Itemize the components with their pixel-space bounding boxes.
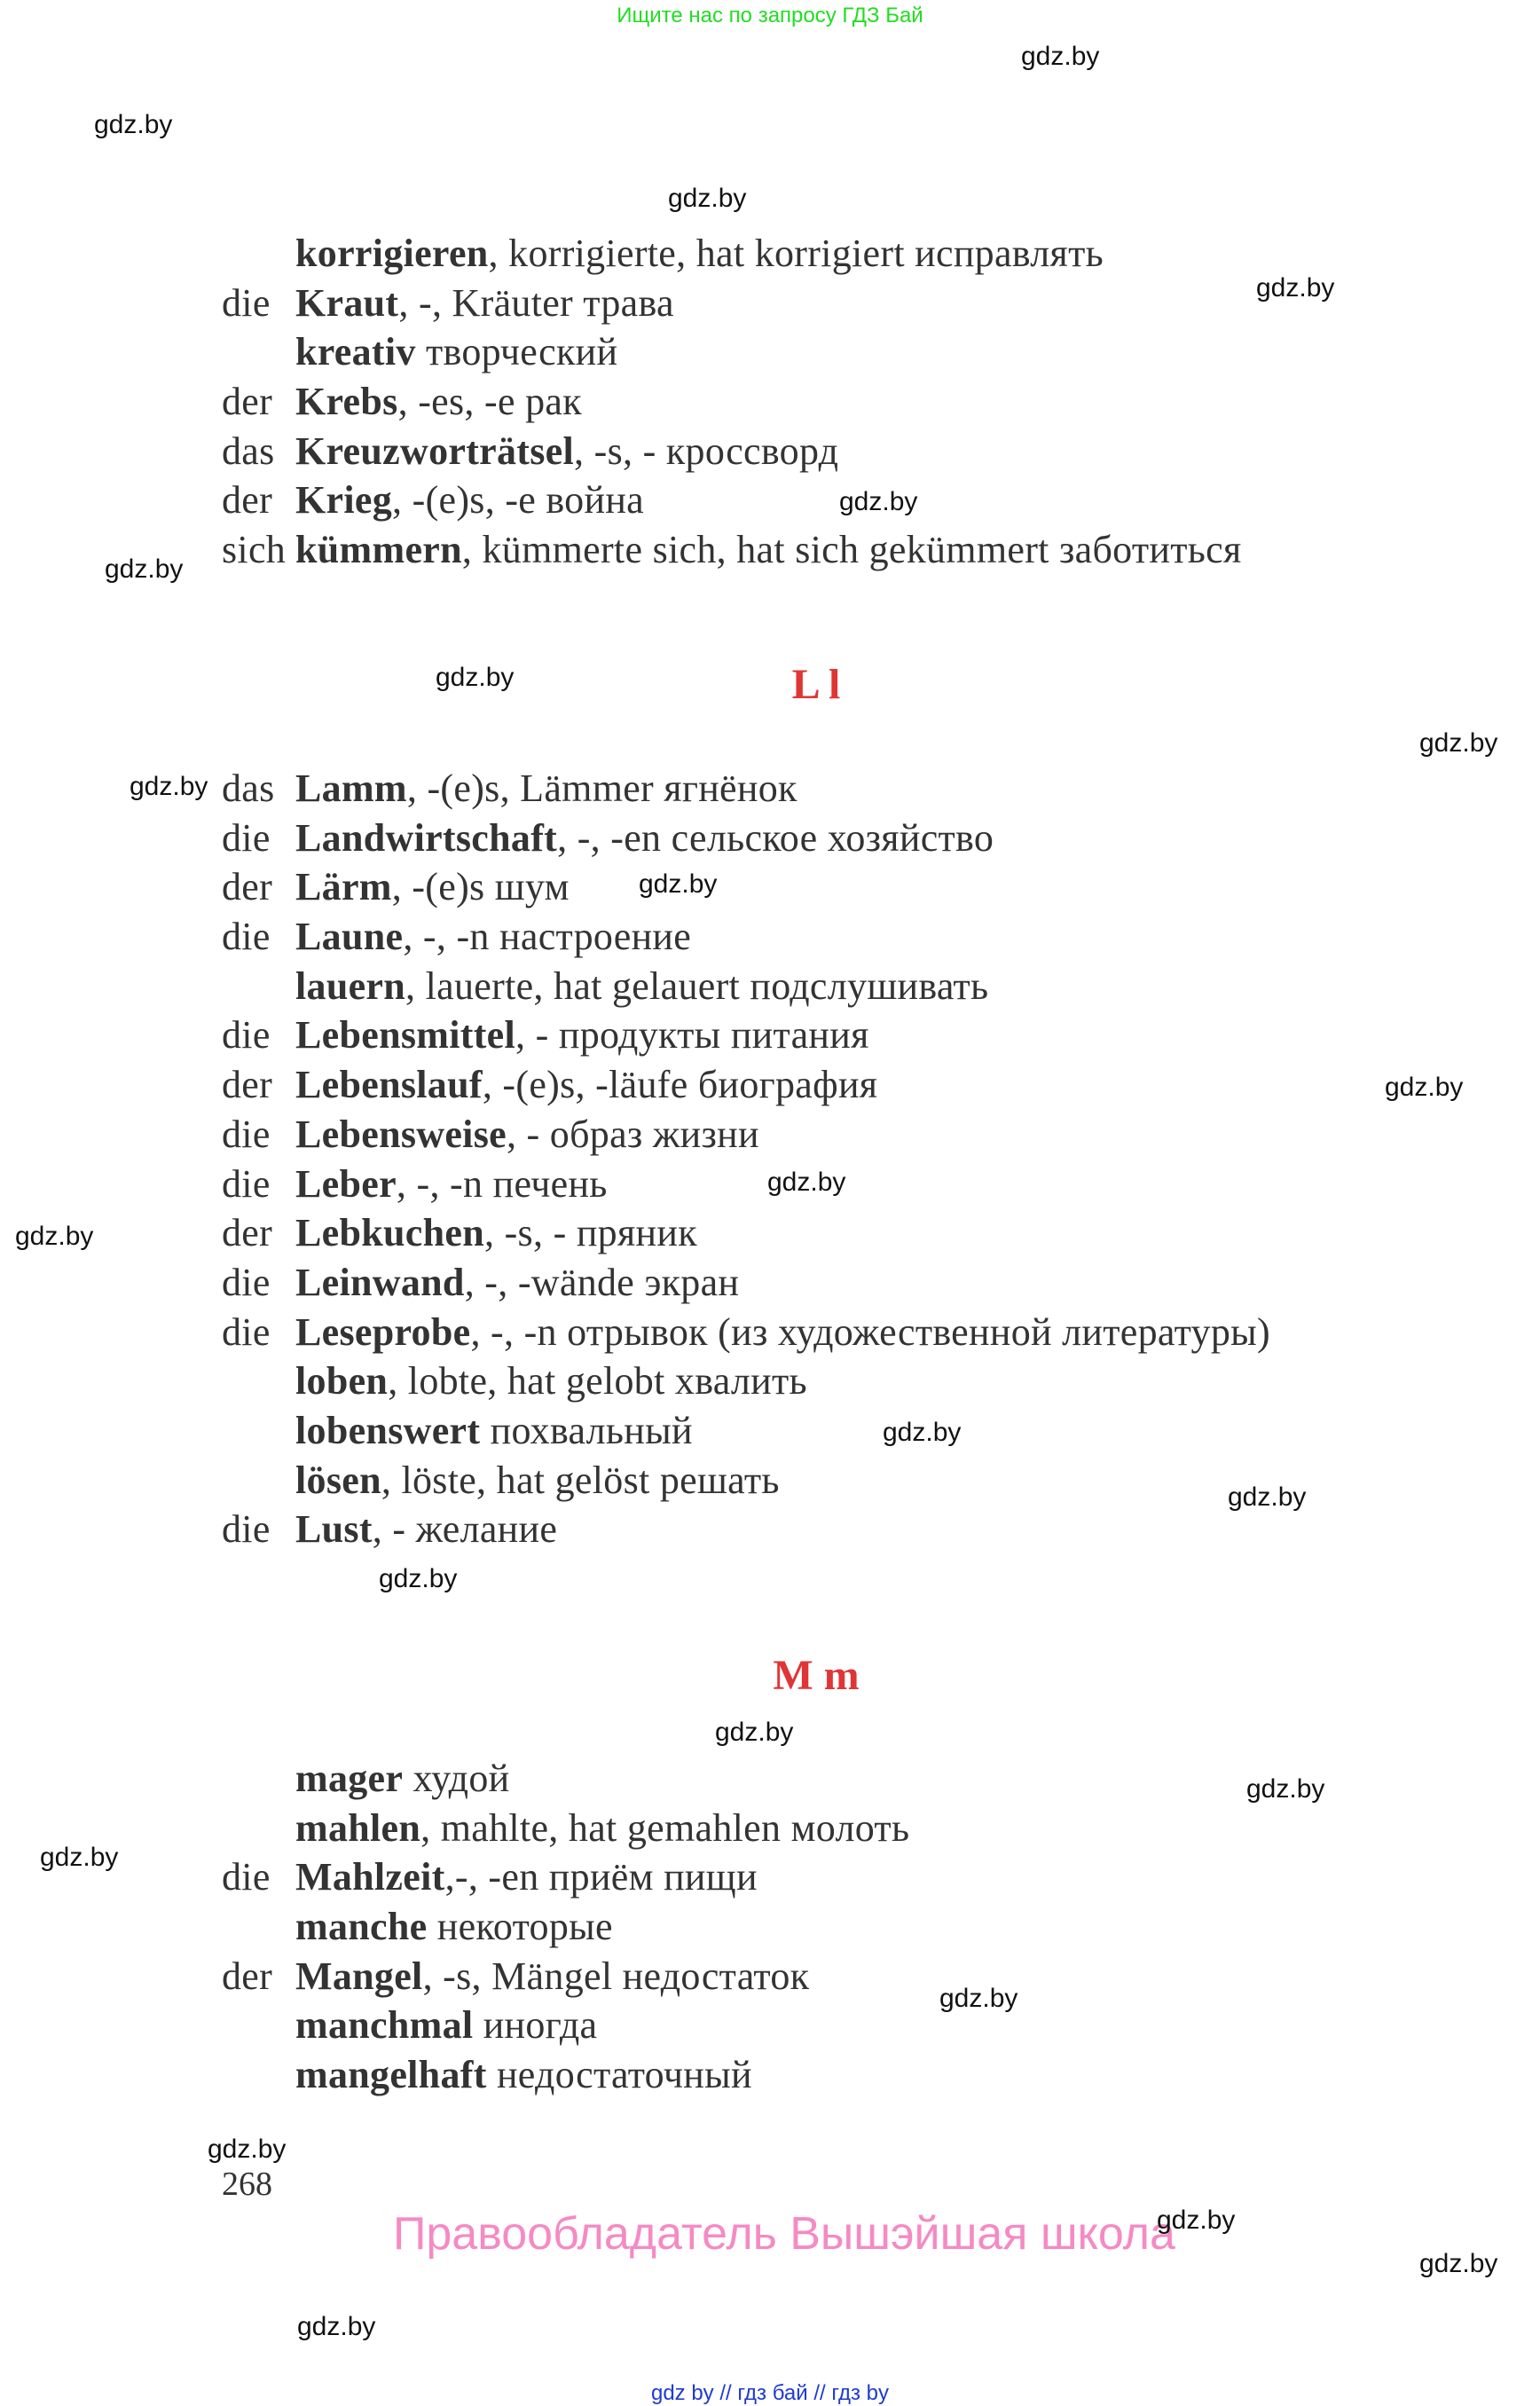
entry-details: , - образ жизни: [506, 1112, 759, 1156]
dictionary-entry: [222, 1010, 1270, 1060]
dictionary-entry: [222, 1852, 909, 1902]
watermark: gdz.by: [715, 1718, 794, 1747]
section-heading-m: M m: [773, 1652, 860, 1699]
watermark: gdz.by: [1246, 1774, 1325, 1804]
headword: lösen: [295, 1458, 381, 1502]
entry-details: ,-, -en приём пищи: [444, 1855, 758, 1899]
dictionary-entry: [222, 1406, 1270, 1456]
article: die: [222, 1013, 271, 1058]
article: die: [222, 1260, 271, 1304]
dictionary-entry: [222, 525, 1242, 575]
article: der: [222, 1954, 273, 1998]
entry-details: , -, -n печень: [396, 1161, 608, 1206]
headword: Lamm: [295, 767, 407, 810]
headword: korrigieren: [295, 232, 489, 275]
headword: Lärm: [295, 865, 392, 909]
headword: Lust: [295, 1507, 373, 1552]
watermark: gdz.by: [668, 184, 747, 213]
headword: Kreuzworträtsel: [295, 429, 575, 473]
headword: Leseprobe: [295, 1309, 471, 1354]
watermark: gdz.by: [939, 1984, 1018, 2013]
article: die: [222, 1112, 271, 1156]
headword: Krieg: [295, 478, 393, 523]
headword: loben: [295, 1359, 389, 1404]
headword: Laune: [295, 915, 404, 959]
article: sich: [222, 528, 287, 572]
watermark: gdz.by: [639, 869, 718, 899]
article: der: [222, 1063, 273, 1107]
headword: mangelhaft: [295, 2053, 487, 2097]
headword: lobenswert: [295, 1408, 481, 1452]
dictionary-entry: [222, 1902, 909, 1952]
entry-details: , -, -wände экран: [464, 1260, 740, 1304]
headword: Lebensweise: [295, 1112, 507, 1156]
watermark: gdz.by: [105, 554, 184, 584]
dictionary-entry: [222, 1308, 1270, 1357]
entry-details: , -, -en сельское хозяйство: [557, 815, 994, 860]
dictionary-entry: [222, 962, 1270, 1011]
headword: Lebkuchen: [295, 1211, 484, 1255]
section-m: [222, 1754, 909, 2100]
entry-details: худой: [403, 1757, 510, 1800]
entry-details: , -(e)s, -läufe биография: [482, 1063, 878, 1107]
watermark: gdz.by: [1021, 42, 1100, 71]
dictionary-entry: [222, 1952, 909, 2001]
dictionary-entry: [222, 2050, 909, 2100]
watermark: gdz.by: [1228, 1482, 1307, 1512]
entry-details: , -es, -e рак: [397, 380, 582, 424]
dictionary-entry: [222, 1456, 1270, 1506]
section-l: [222, 764, 1270, 1554]
entry-details: , löste, hat gelöst решать: [381, 1458, 780, 1502]
article: die: [222, 1309, 271, 1354]
dictionary-entry: [222, 1754, 909, 1804]
watermark: gdz.by: [839, 487, 918, 516]
entry-details: , -(e)s, Lämmer ягнёнок: [406, 767, 798, 810]
headword: Leinwand: [295, 1260, 465, 1304]
watermark: gdz.by: [1157, 2206, 1236, 2235]
headword: Leber: [295, 1161, 397, 1206]
headword: Landwirtschaft: [295, 815, 558, 860]
watermark: gdz.by: [40, 1843, 119, 1872]
watermark: gdz.by: [94, 110, 173, 139]
entry-details: , -, -n настроение: [403, 915, 692, 959]
watermark: gdz.by: [436, 663, 515, 692]
entry-details: , -s, Mängel недостаток: [422, 1954, 810, 1998]
watermark: gdz.by: [1419, 2249, 1498, 2278]
watermark: gdz.by: [15, 1222, 94, 1251]
entry-details: , -(e)s, -e война: [392, 478, 645, 523]
dictionary-entry: [222, 912, 1270, 962]
article: das: [222, 767, 275, 810]
headword: lauern: [295, 963, 406, 1008]
entry-details: иногда: [473, 2003, 598, 2048]
entry-details: , - желание: [372, 1507, 558, 1552]
headword: mahlen: [295, 1805, 421, 1850]
dictionary-entry: [222, 279, 1242, 328]
headword: manchmal: [295, 2003, 474, 2048]
dictionary-entry: [222, 1110, 1270, 1160]
watermark: gdz.by: [883, 1418, 962, 1447]
watermark: gdz.by: [1419, 728, 1498, 758]
dictionary-entry: [222, 1160, 1270, 1209]
article: der: [222, 478, 273, 523]
dictionary-entry: [222, 427, 1242, 476]
dictionary-entry: [222, 1804, 909, 1853]
dictionary-entry: [222, 377, 1242, 427]
rights-holder: Правообладатель Вышэйшая школа: [393, 2208, 1175, 2260]
article: die: [222, 1507, 271, 1552]
headword: kümmern: [295, 528, 462, 572]
headword: kreativ: [295, 330, 416, 374]
headword: Mangel: [295, 1954, 423, 1998]
dictionary-entry: [222, 764, 1270, 814]
article: die: [222, 915, 271, 959]
entry-details: , korrigierte, hat korrigiert исправлять: [488, 232, 1104, 275]
dictionary-entry: [222, 814, 1270, 863]
headword: Lebenslauf: [295, 1063, 483, 1107]
watermark: gdz.by: [208, 2135, 287, 2164]
section-heading-l: L l: [791, 661, 841, 708]
watermark: gdz.by: [1256, 273, 1335, 303]
section-k: [222, 229, 1242, 575]
entry-details: , kümmerte sich, hat sich gekümmert заботиться: [461, 528, 1242, 572]
dictionary-entry: [222, 2001, 909, 2050]
article: der: [222, 380, 273, 424]
article: die: [222, 280, 271, 325]
dictionary-entry: [222, 327, 1242, 377]
headword: Kraut: [295, 280, 399, 325]
entry-details: некоторые: [427, 1905, 613, 1949]
entry-details: , -s, - кроссворд: [574, 429, 839, 473]
dictionary-entry: [222, 1208, 1270, 1258]
entry-details: , -(e)s шум: [391, 865, 570, 909]
article: der: [222, 1211, 273, 1255]
headword: mager: [295, 1757, 404, 1800]
entry-details: , -s, - пряник: [484, 1211, 697, 1255]
entry-details: похвальный: [480, 1408, 693, 1452]
watermark: gdz.by: [379, 1564, 458, 1593]
dictionary-entry: [222, 476, 1242, 525]
dictionary-entry: [222, 1060, 1270, 1110]
dictionary-entry: [222, 1258, 1270, 1308]
dictionary-entry: [222, 1356, 1270, 1406]
dictionary-entry: [222, 1505, 1270, 1554]
headword: Krebs: [295, 380, 398, 424]
entry-details: , -, -n отрывок (из художественной литературы): [470, 1309, 1270, 1354]
entry-details: , mahlte, hat gemahlen молоть: [420, 1805, 910, 1850]
article: die: [222, 815, 271, 860]
entry-details: , lauerte, hat gelauert подслушивать: [405, 963, 989, 1008]
watermark: gdz.by: [767, 1168, 846, 1197]
headword: Lebensmittel: [295, 1013, 516, 1058]
page-number: 268: [222, 2166, 272, 2203]
entry-details: творческий: [415, 330, 618, 374]
search-hint: Ищите нас по запросу ГДЗ Бай: [617, 4, 923, 28]
article: die: [222, 1161, 271, 1206]
dictionary-entry: [222, 229, 1242, 279]
dictionary-entry: [222, 862, 1270, 912]
watermark: gdz.by: [130, 772, 208, 801]
entry-details: , -, Kräuter трава: [398, 280, 674, 325]
footer-links[interactable]: gdz by // гдз бай // гдз by: [650, 2381, 890, 2405]
watermark: gdz.by: [1385, 1073, 1464, 1102]
entry-details: , - продукты питания: [515, 1013, 869, 1058]
headword: Mahlzeit: [295, 1855, 445, 1899]
article: das: [222, 429, 275, 473]
article: die: [222, 1855, 271, 1899]
watermark: gdz.by: [297, 2312, 376, 2341]
headword: manche: [295, 1905, 428, 1949]
article: der: [222, 865, 273, 909]
entry-details: , lobte, hat gelobt хвалить: [388, 1359, 807, 1404]
entry-details: недостаточный: [486, 2053, 752, 2097]
